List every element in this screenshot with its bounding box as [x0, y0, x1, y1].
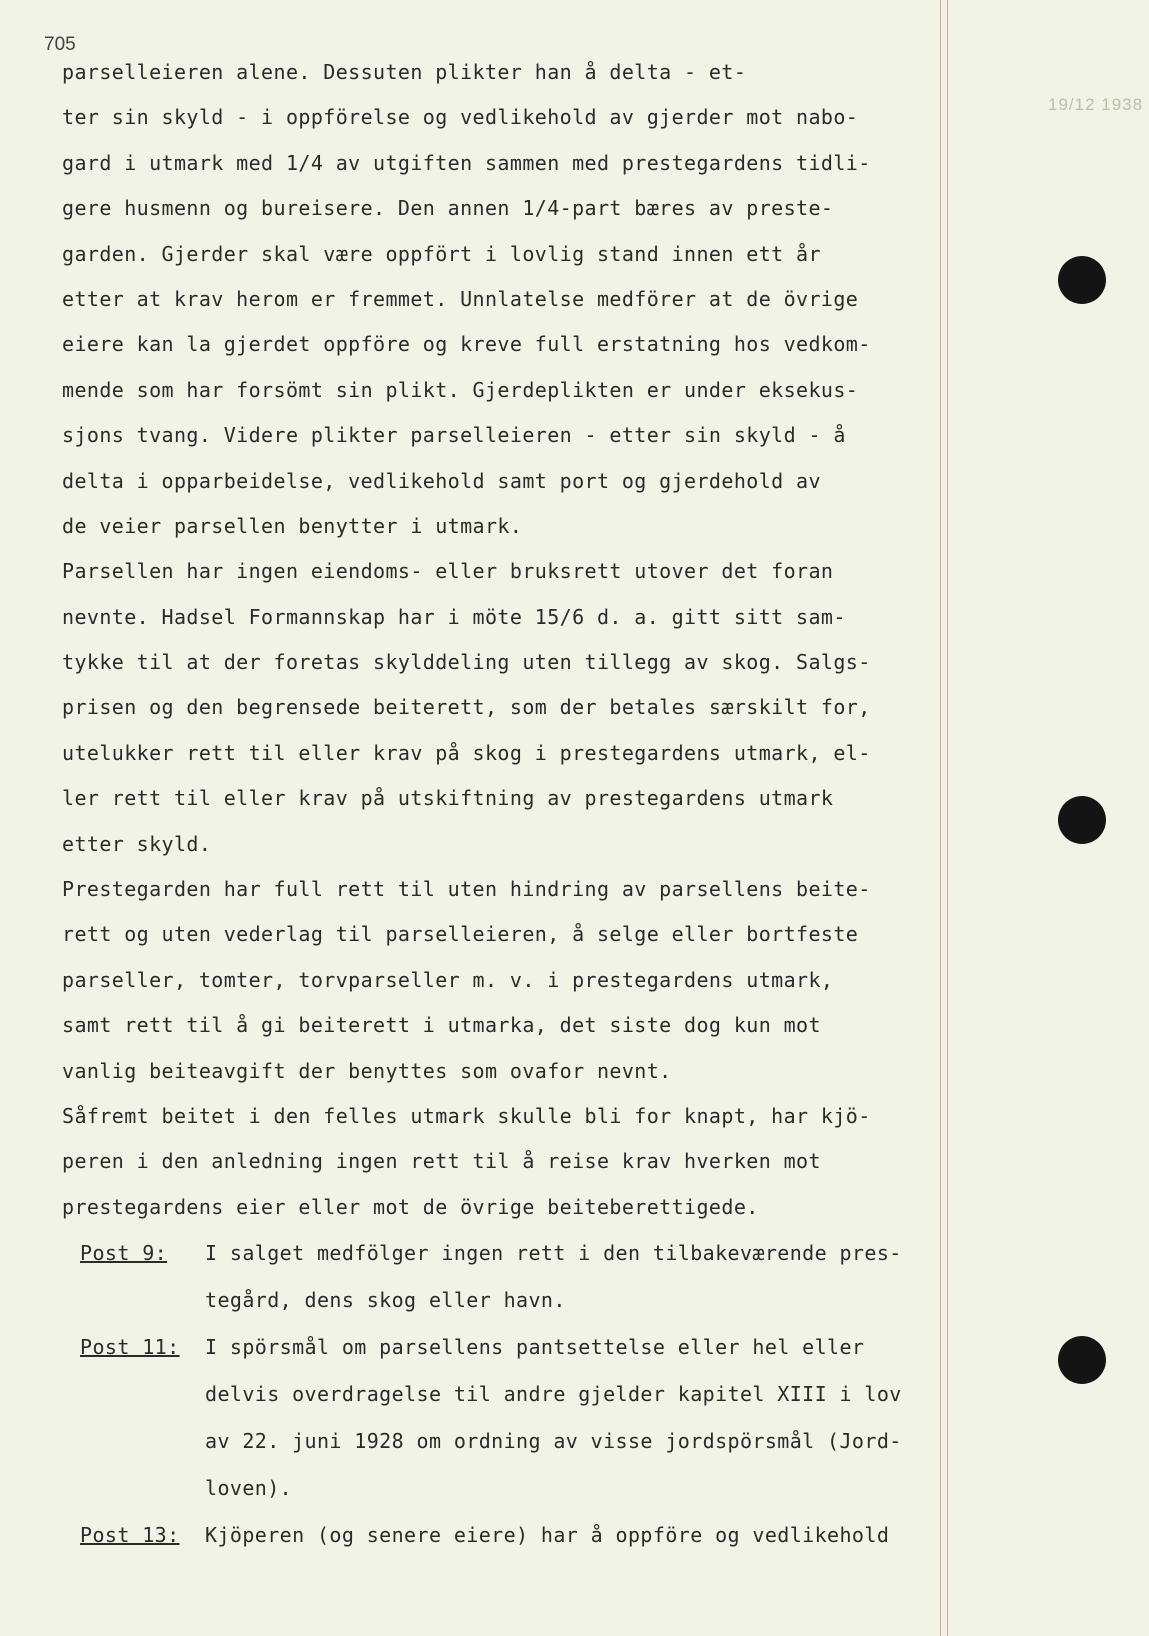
- text-line: [62, 1094, 952, 1139]
- line-text: tegård, dens skog eller havn.: [205, 1288, 566, 1313]
- line-text: rett og uten vederlag til parselleieren, å selge eller bortfeste: [62, 922, 859, 947]
- line-text: sjons tvang. Videre plikter parselleieren - etter sin skyld - å: [62, 423, 846, 448]
- document-text: [62, 50, 952, 1559]
- line-text: peren i den anledning ingen rett til å reise krav hverken mot: [62, 1149, 821, 1174]
- punch-hole-icon: [1058, 796, 1106, 844]
- text-line: [62, 232, 952, 277]
- text-line: [62, 1277, 952, 1324]
- text-line: [62, 413, 952, 458]
- line-text: mende som har forsömt sin plikt. Gjerdeplikten er under eksekus-: [62, 377, 859, 402]
- line-text: Såfremt beitet i den felles utmark skulle bli for knapt, har kjö-: [62, 1103, 871, 1128]
- line-text: prestegardens eier eller mot de övrige beiteberettigede.: [62, 1194, 759, 1219]
- text-line: [62, 50, 952, 95]
- text-line: [62, 1418, 952, 1465]
- text-line: [62, 685, 952, 730]
- text-line: [62, 640, 952, 685]
- line-text: loven).: [205, 1476, 293, 1501]
- line-text: tykke til at der foretas skylddeling uten tillegg av skog. Salgs-: [62, 650, 871, 675]
- line-text: I salget medfölger ingen rett i den tilbakeværende pres-: [205, 1241, 902, 1266]
- text-line: [62, 95, 952, 140]
- text-line: [62, 141, 952, 186]
- text-line: [62, 1185, 952, 1230]
- post-label: Post 11:: [80, 1335, 180, 1360]
- text-line: [62, 822, 952, 867]
- text-line: [62, 1371, 952, 1418]
- line-text: gard i utmark med 1/4 av utgiften sammen med prestegardens tidli-: [62, 150, 871, 175]
- post-entry-line: [62, 1324, 952, 1371]
- line-text: delvis overdragelse til andre gjelder kapitel XIII i lov: [205, 1382, 902, 1407]
- line-text: Kjöperen (og senere eiere) har å oppföre og vedlikehold: [205, 1523, 890, 1548]
- text-line: [62, 1139, 952, 1184]
- line-text: prisen og den begrensede beiterett, som der betales særskilt for,: [62, 695, 871, 720]
- text-line: [62, 504, 952, 549]
- text-line: [62, 368, 952, 413]
- text-line: [62, 595, 952, 640]
- post-label: Post 9:: [80, 1241, 168, 1266]
- page-number: 705: [44, 34, 76, 55]
- line-text: nevnte. Hadsel Formannskap har i möte 15/6 d. a. gitt sitt sam-: [62, 604, 846, 629]
- line-text: Prestegarden har full rett til uten hindring av parsellens beite-: [62, 877, 871, 902]
- post-entry-line: [62, 1230, 952, 1277]
- text-line: [62, 459, 952, 504]
- margin-stamp: 19/12 1938: [1048, 95, 1144, 114]
- text-line: [62, 867, 952, 912]
- text-line: [62, 549, 952, 594]
- text-line: [62, 1465, 952, 1512]
- post-label: Post 13:: [80, 1523, 180, 1548]
- line-text: garden. Gjerder skal være oppfört i lovlig stand innen ett år: [62, 241, 821, 266]
- text-line: [62, 731, 952, 776]
- text-line: [62, 1003, 952, 1048]
- line-text: I spörsmål om parsellens pantsettelse eller hel eller: [205, 1335, 865, 1360]
- line-text: eiere kan la gjerdet oppföre og kreve full erstatning hos vedkom-: [62, 332, 871, 357]
- line-text: parselleieren alene. Dessuten plikter han å delta - et-: [62, 60, 747, 84]
- line-text: utelukker rett til eller krav på skog i prestegardens utmark, el-: [62, 740, 871, 765]
- punch-hole-icon: [1058, 256, 1106, 304]
- text-line: [62, 1049, 952, 1094]
- text-line: [62, 186, 952, 231]
- line-text: av 22. juni 1928 om ordning av visse jordspörsmål (Jord-: [205, 1429, 902, 1454]
- text-line: [62, 958, 952, 1003]
- line-text: parseller, tomter, torvparseller m. v. i prestegardens utmark,: [62, 967, 834, 992]
- line-text: samt rett til å gi beiterett i utmarka, det siste dog kun mot: [62, 1013, 821, 1038]
- text-line: [62, 322, 952, 367]
- text-line: [62, 776, 952, 821]
- line-text: ler rett til eller krav på utskiftning av prestegardens utmark: [62, 786, 834, 811]
- punch-hole-icon: [1058, 1336, 1106, 1384]
- text-line: [62, 912, 952, 957]
- line-text: etter at krav herom er fremmet. Unnlatelse medförer at de övrige: [62, 286, 859, 311]
- post-entry-line: [62, 1512, 952, 1559]
- line-text: etter skyld.: [62, 831, 212, 856]
- line-text: de veier parsellen benytter i utmark.: [62, 513, 523, 538]
- text-line: [62, 277, 952, 322]
- line-text: Parsellen har ingen eiendoms- eller bruksrett utover det foran: [62, 559, 834, 584]
- line-text: vanlig beiteavgift der benyttes som ovafor nevnt.: [62, 1058, 672, 1083]
- line-text: gere husmenn og bureisere. Den annen 1/4-part bæres av preste-: [62, 196, 834, 221]
- line-text: delta i opparbeidelse, vedlikehold samt port og gjerdehold av: [62, 468, 821, 493]
- line-text: ter sin skyld - i oppförelse og vedlikehold av gjerder mot nabo-: [62, 105, 859, 130]
